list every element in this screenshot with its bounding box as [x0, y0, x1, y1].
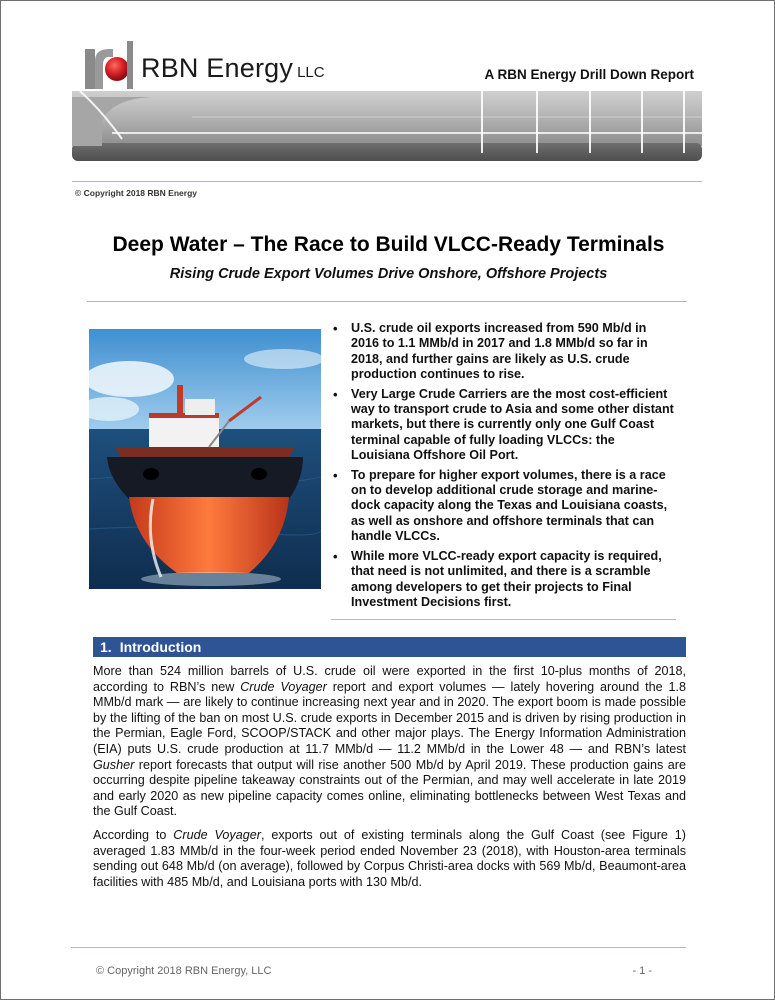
section-heading-introduction: [93, 637, 686, 657]
header-banner: [72, 91, 702, 163]
publication-name: Gusher: [93, 757, 135, 772]
title-divider: [87, 301, 687, 302]
page-number: - 1 -: [632, 965, 652, 977]
footer-copyright: © Copyright 2018 RBN Energy, LLC: [96, 965, 272, 977]
report-type-label: A RBN Energy Drill Down Report: [484, 67, 694, 82]
tanker-photo: [89, 329, 321, 589]
key-highlights-list: [331, 321, 676, 614]
logo-wordmark: [141, 53, 325, 84]
report-subtitle: Rising Crude Export Volumes Drive Onshore, Offshore Projects: [169, 266, 608, 282]
brand-name: RBN Energy: [141, 53, 294, 83]
section-title: Introduction: [119, 639, 202, 655]
text-run: report and export volumes — lately hovering around the 1.8 MMb/d mark — are likely to continue increasing next year and in 2020. The export boom is made possible by the lifting of the ban on most U.S. crude exports in December 2015 and is driven by rising production in the Permian, Eagle Ford, SCOOP/STACK and other major plays. The Energy Information Administration (EIA) puts U.S. crude production at 11.7 MMb/d — 11.2 MMb/d in the Lower 48 — and RBN’s latest: [93, 679, 686, 756]
publication-name: Crude Voyager: [173, 828, 261, 842]
text-run: More than 524 million barrels of U.S. crude oil were exported in the first 10-plus months of 2018, according to RBN’s new: [93, 664, 686, 694]
highlight-item: • To prepare for higher export volumes, there is a race on to develop additional crude storage and marine-dock capacity along the Texas and Louisiana coasts, as well as onshore and offshore terminals that can handle VLCCs.: [331, 468, 676, 545]
rbn-logo: [83, 39, 323, 91]
header-divider: [72, 181, 702, 182]
report-title: Deep Water – The Race to Build VLCC-Ready Terminals: [112, 233, 665, 256]
copyright-top: © Copyright 2018 RBN Energy: [75, 188, 197, 198]
text-run: According to: [93, 828, 174, 842]
highlights-divider: [331, 619, 676, 620]
text-run: report forecasts that output will rise another 500 Mb/d by April 2019. These production gains are occurring despite pipeline takeaway constraints out of the Permian, and may well accelerate in late 2019 and early 2020 as new pipeline capacity comes online, eliminating bottlenecks between West Texas and the Gulf Coast.: [93, 757, 686, 819]
brand-suffix: LLC: [297, 64, 325, 81]
highlight-item: • Very Large Crude Carriers are the most cost-efficient way to transport crude to Asia and some other distant markets, but there is currently only one Gulf Coast terminal capable of fully loading VLCCs: the Louisiana Offshore Oil Port.: [331, 387, 676, 464]
rbn-logo-mark-icon: [83, 39, 135, 91]
publication-name: Crude Voyager: [240, 679, 327, 694]
section-number: 1.: [100, 639, 112, 655]
footer-divider: [71, 947, 686, 948]
highlight-item: • U.S. crude oil exports increased from 590 Mb/d in 2016 to 1.1 MMb/d in 2017 and 1.8 MMb/d so far in 2018, and further gains are likely as U.S. crude production continues to rise.: [331, 321, 676, 383]
text-run: , exports out of existing terminals along the Gulf Coast (see Figure 1) averaged 1.83 MMb/d in the four-week period ended November 23 (2018), with Houston-area terminals sending out 648 Mb/d (on average), followed by Corpus Christi-area docks with 569 Mb/d, Beaumont-area facilities with 485 Mb/d, and Louisiana ports with 130 Mb/d.: [93, 828, 686, 889]
intro-paragraph-2: [93, 828, 686, 890]
highlight-item: • While more VLCC-ready export capacity is required, that need is not unlimited, and there is a scramble among developers to get their projects to Final Investment Decisions first.: [331, 549, 676, 611]
intro-paragraph-1: [93, 664, 686, 820]
